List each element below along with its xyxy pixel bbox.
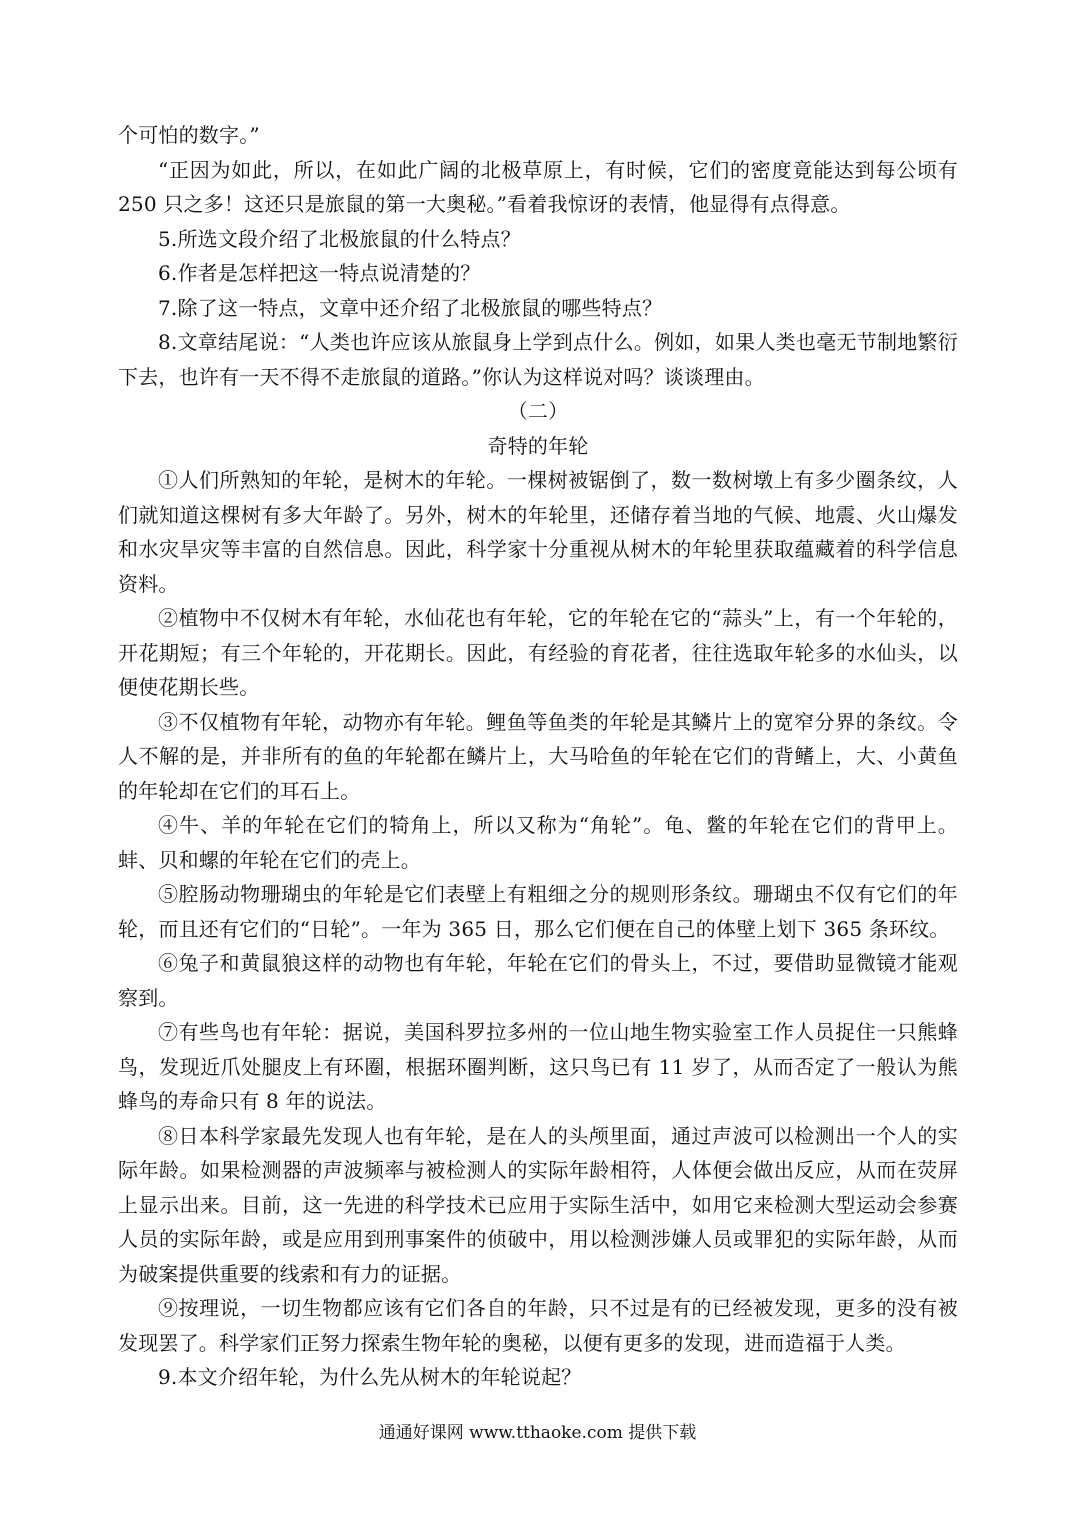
document-body (118, 118, 958, 1395)
article-paragraph-3: ③不仅植物有年轮，动物亦有年轮。鲤鱼等鱼类的年轮是其鳞片上的宽窄分界的条纹。令人不解的是，并非所有的鱼的年轮都在鳞片上，大马哈鱼的年轮在它们的背鳍上，大、小黄鱼的年轮却在它们的耳石上。 (118, 709, 958, 803)
question-7: 7.除了这一特点，文章中还介绍了北极旅鼠的哪些特点？ (158, 295, 663, 320)
article-paragraph-9: ⑨按理说，一切生物都应该有它们各自的年龄，只不过是有的已经被发现，更多的没有被发现罢了。科学家们正努力探索生物年轮的奥秘，以便有更多的发现，进而造福于人类。 (118, 1296, 958, 1355)
article-paragraph-4: ④牛、羊的年轮在它们的犄角上，所以又称为“角轮”。龟、鳖的年轮在它们的背甲上。蚌、贝和螺的年轮在它们的壳上。 (118, 813, 958, 872)
article-paragraph-1: ①人们所熟知的年轮，是树木的年轮。一棵树被锯倒了，数一数树墩上有多少圈条纹，人们就知道这棵树有多大年龄了。另外，树木的年轮里，还储存着当地的气候、地震、火山爆发和水灾旱灾等丰富的自然信息。因此，科学家十分重视从树木的年轮里获取蕴藏着的科学信息资料。 (118, 468, 958, 596)
question-9: 9.本文介绍年轮，为什么先从树木的年轮说起？ (158, 1365, 582, 1389)
article-paragraph-2: ②植物中不仅树木有年轮，水仙花也有年轮，它的年轮在它的“蒜头”上，有一个年轮的，开花期短；有三个年轮的，开花期长。因此，有经验的育花者，往往选取年轮多的水仙头，以便使花期长些。 (118, 606, 958, 699)
question-8: 8.文章结尾说：“人类也许应该从旅鼠身上学到点什么。例如，如果人类也毫无节制地繁衍下去，也许有一天不得不走旅鼠的道路。”你认为这样说对吗？谈谈理由。 (118, 330, 958, 389)
article-paragraph-6: ⑥兔子和黄鼠狼这样的动物也有年轮，年轮在它们的骨头上，不过，要借助显微镜才能观察到。 (118, 951, 958, 1010)
page-footer: 通通好课网 www.tthaoke.com 提供下载 (378, 1423, 697, 1443)
text-line: 个可怕的数字。” (118, 123, 260, 147)
section-label: （二） (507, 399, 569, 423)
text-paragraph: “正因为如此，所以，在如此广阔的北极草原上，有时候，它们的密度竟能达到每公顷有 250 只之多！这还只是旅鼠的第一大奥秘。”看着我惊讶的表情，他显得有点得意。 (118, 157, 958, 216)
question-5: 5.所选文段介绍了北极旅鼠的什么特点？ (158, 226, 521, 251)
article-paragraph-7: ⑦有些鸟也有年轮：据说，美国科罗拉多州的一位山地生物实验室工作人员捉住一只熊蜂鸟，发现近爪处腿皮上有环圈，根据环圈判断，这只鸟已有 11 岁了，从而否定了一般认为熊蜂鸟的寿命只有 8 年的说法。 (118, 1020, 958, 1113)
question-6: 6.作者是怎样把这一特点说清楚的？ (158, 261, 481, 285)
article-paragraph-5: ⑤腔肠动物珊瑚虫的年轮是它们表壁上有粗细之分的规则形条纹。珊瑚虫不仅有它们的年轮，而且还有它们的“日轮”。一年为 365 日，那么它们便在自己的体壁上划下 365 条环纹。 (118, 882, 958, 941)
article-title: 奇特的年轮 (487, 433, 589, 458)
article-paragraph-8: ⑧日本科学家最先发现人也有年轮，是在人的头颅里面，通过声波可以检测出一个人的实际年龄。如果检测器的声波频率与被检测人的实际年龄相符，人体便会做出反应，从而在荧屏上显示出来。目前，这一先进的科学技术已应用于实际生活中，如用它来检测大型运动会参赛人员的实际年龄，或是应用到刑事案件的侦破中，用以检测涉嫌人员或罪犯的实际年龄，从而为破案提供重要的线索和有力的证据。 (118, 1123, 958, 1286)
